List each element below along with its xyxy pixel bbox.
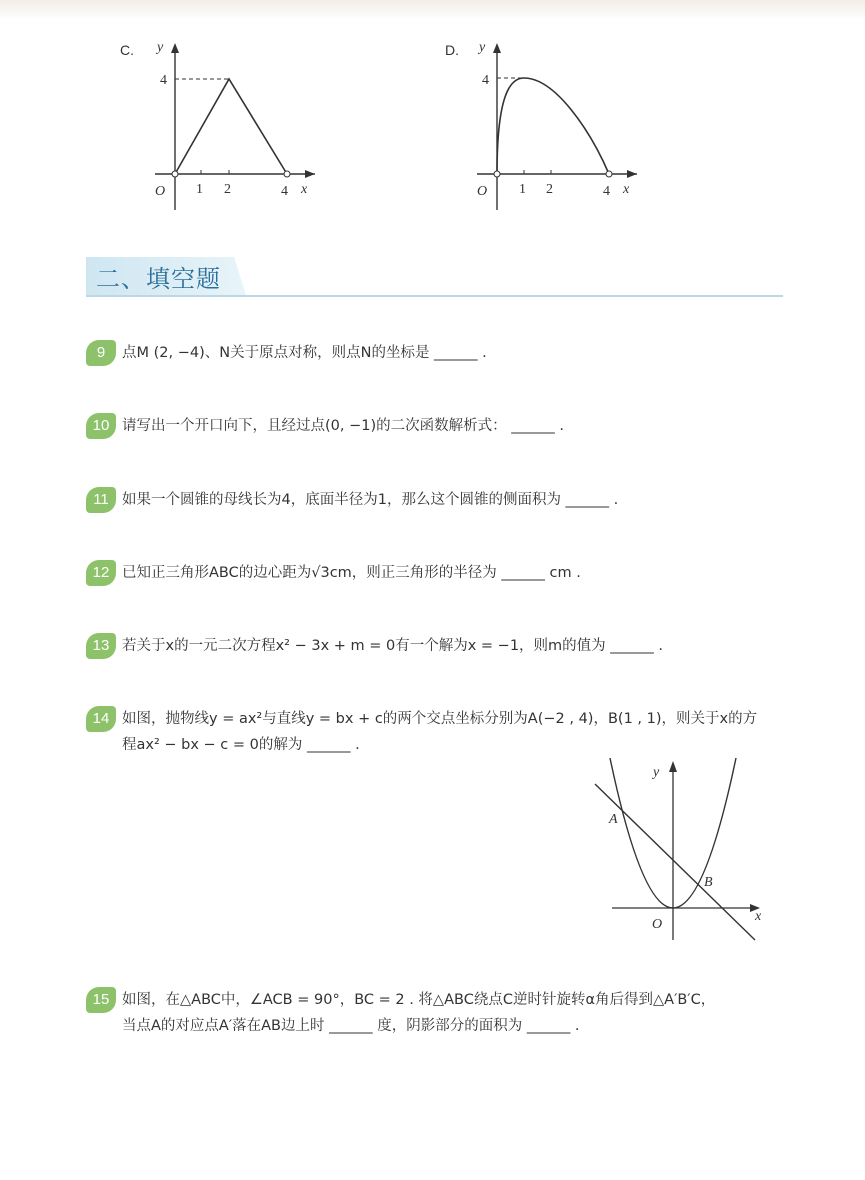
question-number: 10: [86, 413, 116, 439]
x-tick-4: 4: [281, 184, 288, 199]
question-text: 如图，在△ABC中，∠ACB = 90°，BC = 2 . 将△ABC绕点C逆时针旋转α角后得到△A′B′C，: [122, 992, 716, 1008]
question-number: 12: [86, 560, 116, 586]
question-text: 如图，抛物线y = ax²与直线y = bx + c的两个交点坐标分别为A(−2 , 4)，B(1 , 1)，则关于x的方: [122, 711, 758, 727]
y-axis-label: y: [157, 40, 164, 55]
question-13: [86, 633, 663, 659]
origin-label: O: [652, 917, 663, 932]
origin-label: O: [155, 184, 166, 199]
question-text: 如果一个圆锥的母线长为4，底面半径为1，那么这个圆锥的侧面积为 ______ .: [122, 492, 619, 508]
x-tick-4: 4: [603, 184, 610, 199]
point-a-label: A: [609, 812, 618, 827]
question-text: 若关于x的一元二次方程x² − 3x + m = 0有一个解为x = −1，则m的值为 ______ .: [122, 638, 664, 654]
y-tick-4: 4: [160, 73, 167, 88]
question-10: [86, 413, 564, 439]
question-14: [86, 706, 757, 758]
x-axis-label: x: [755, 909, 762, 924]
graph-question-14: [590, 758, 770, 948]
section-header: [86, 257, 783, 297]
question-text-line2: 当点A的对应点A′落在AB边上时 ______ 度，阴影部分的面积为 ______ .: [122, 1018, 580, 1034]
question-12: [86, 560, 581, 586]
section-title: 二、填空题: [96, 265, 221, 293]
x-axis-label: x: [623, 182, 630, 197]
point-b-label: B: [704, 875, 713, 890]
question-number: 13: [86, 633, 116, 659]
triangle-curve: [175, 79, 287, 174]
question-text: 已知正三角形ABC的边心距为√3cm，则正三角形的半径为 ______ cm .: [122, 565, 581, 581]
x-axis-label: x: [301, 182, 308, 197]
graph-option-d: [440, 35, 650, 215]
question-number: 11: [86, 487, 116, 513]
page-top-band: [0, 0, 865, 20]
question-9: [86, 340, 487, 366]
graph-option-c: [115, 35, 325, 215]
x-tick-1: 1: [196, 182, 203, 197]
question-text-line2: 程ax² − bx − c = 0的解为 ______ .: [122, 737, 360, 753]
question-number: 9: [86, 340, 116, 366]
y-axis-label: y: [653, 765, 660, 780]
x-tick-1: 1: [519, 182, 526, 197]
option-c-label: C.: [120, 42, 134, 58]
question-15: [86, 987, 715, 1039]
question-text: 点M (2, −4)、N关于原点对称，则点N的坐标是 ______ .: [122, 345, 487, 361]
question-number: 15: [86, 987, 116, 1013]
x-tick-2: 2: [224, 182, 231, 197]
origin-label: O: [477, 184, 488, 199]
option-d-label: D.: [445, 42, 459, 58]
line-bx-c: [595, 784, 755, 940]
question-number: 14: [86, 706, 116, 732]
y-tick-4: 4: [482, 73, 489, 88]
x-tick-2: 2: [546, 182, 553, 197]
hump-curve: [497, 78, 609, 174]
y-axis-label: y: [479, 40, 486, 55]
question-11: [86, 487, 618, 513]
question-text: 请写出一个开口向下，且经过点(0, −1)的二次函数解析式： ______ .: [122, 418, 564, 434]
